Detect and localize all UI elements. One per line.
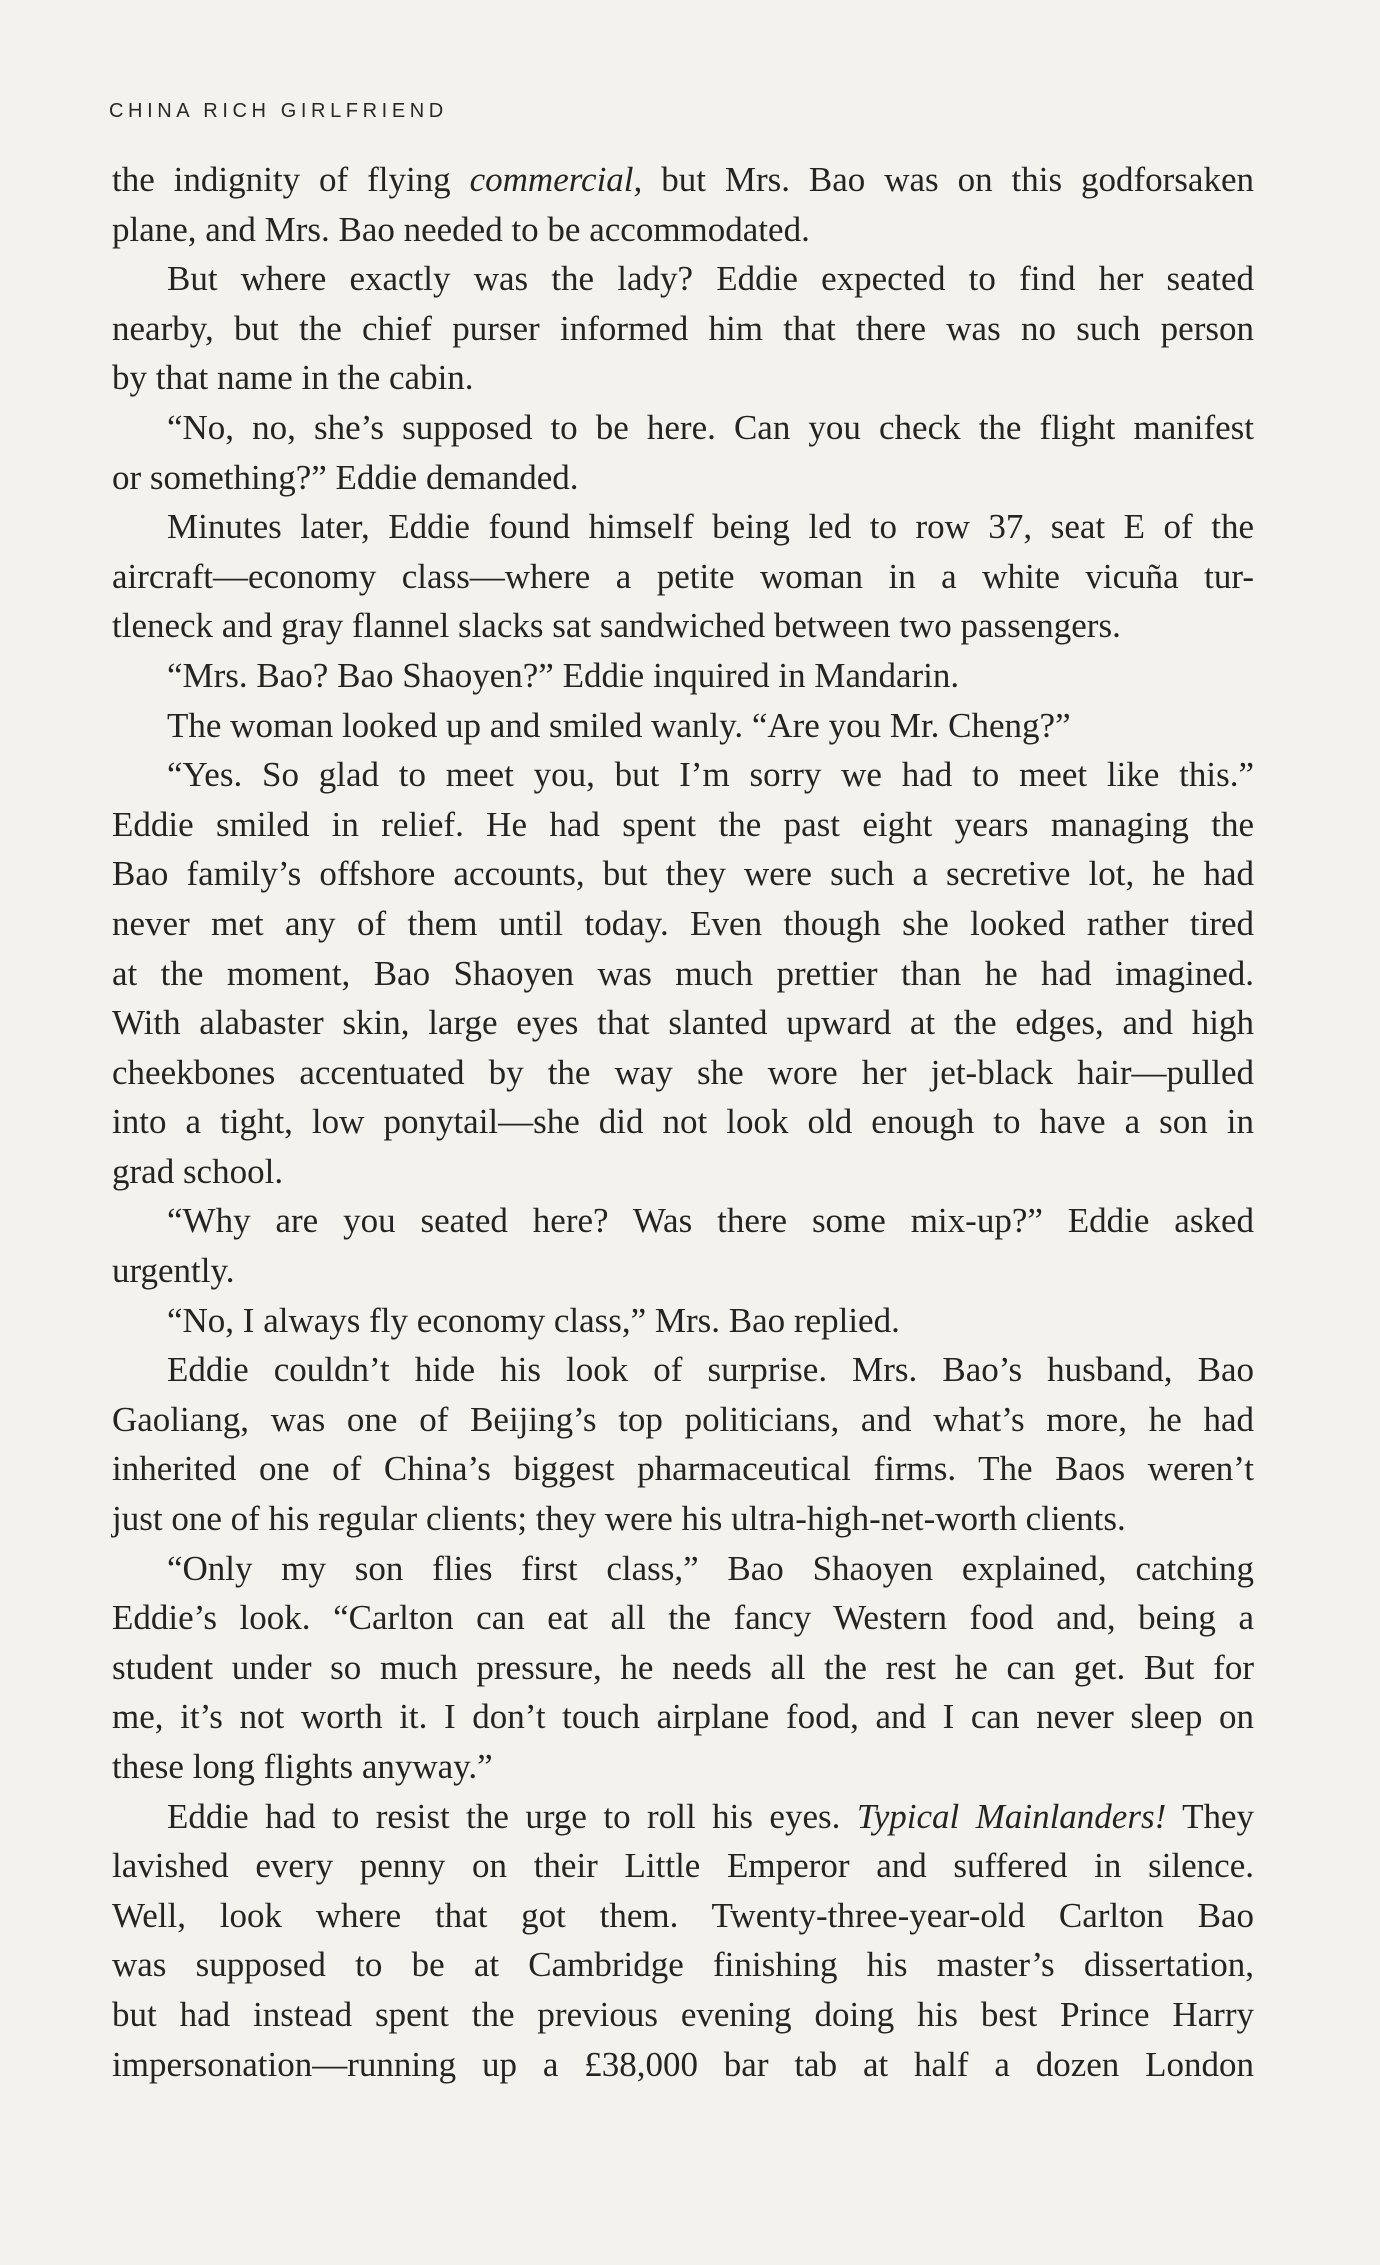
text-line [112, 899, 1254, 949]
text-run: Well, look where that got them. Twenty-three-year-old Carlton Bao [112, 1895, 1254, 1935]
text-line [112, 1048, 1254, 1098]
text-run: just one of his regular clients; they were his ultra-high-net-worth clients. [112, 1499, 1126, 1539]
text-run: tleneck and gray flannel slacks sat sandwiched between two passengers. [112, 606, 1121, 646]
text-line [112, 254, 1254, 304]
text-run: me, it’s not worth it. I don’t touch airplane food, and I can never sleep on [112, 1697, 1254, 1737]
text-line [112, 1196, 1254, 1246]
text-line [112, 1940, 1254, 1990]
italic-run: Typical Mainlanders! [856, 1796, 1167, 1836]
text-line [112, 1841, 1254, 1891]
text-line [112, 651, 1254, 701]
text-run: cheekbones accentuated by the way she wore her jet-black hair—pulled [112, 1052, 1254, 1092]
text-run: inherited one of China’s biggest pharmaceutical firms. The Baos weren’t [112, 1449, 1254, 1489]
text-run: Eddie smiled in relief. He had spent the past eight years managing the [112, 804, 1254, 844]
text-line [112, 949, 1254, 999]
text-line [112, 849, 1254, 899]
text-run: into a tight, low ponytail—she did not look old enough to have a son in [112, 1102, 1254, 1142]
text-run: at the moment, Bao Shaoyen was much prettier than he had imagined. [112, 953, 1254, 993]
text-line [112, 1246, 1254, 1296]
text-run: Bao family’s offshore accounts, but they were such a secretive lot, he had [112, 854, 1254, 894]
text-line [112, 1742, 1254, 1792]
text-line [112, 1494, 1254, 1544]
text-line [112, 453, 1254, 503]
text-run: “No, no, she’s supposed to be here. Can you check the flight manifest [167, 407, 1254, 447]
text-line [112, 2040, 1254, 2090]
text-run: Eddie had to resist the urge to roll his eyes. [167, 1796, 857, 1836]
text-line [112, 1345, 1254, 1395]
text-run: “No, I always fly economy class,” Mrs. Bao replied. [167, 1300, 900, 1340]
text-line [112, 1544, 1254, 1594]
text-line [112, 205, 1254, 255]
text-run: But where exactly was the lady? Eddie expected to find her seated [167, 259, 1254, 299]
text-line [112, 502, 1254, 552]
text-line [112, 1097, 1254, 1147]
text-run: student under so much pressure, he needs all the rest he can get. But for [112, 1647, 1254, 1687]
text-run: grad school. [112, 1151, 284, 1191]
text-run: aircraft—economy class—where a petite woman in a white vicuña tur- [112, 556, 1254, 596]
text-run: Eddie’s look. “Carlton can eat all the fancy Western food and, being a [112, 1598, 1254, 1638]
text-run: but had instead spent the previous evening doing his best Prince Harry [112, 1994, 1254, 2034]
text-run: “Yes. So glad to meet you, but I’m sorry we had to meet like this.” [167, 755, 1254, 795]
text-run: impersonation—running up a £38,000 bar tab at half a dozen London [112, 2044, 1254, 2084]
text-run: “Why are you seated here? Was there some mix-up?” Eddie asked [167, 1201, 1254, 1241]
text-run: Eddie couldn’t hide his look of surprise. Mrs. Bao’s husband, Bao [167, 1350, 1254, 1390]
text-line [112, 1444, 1254, 1494]
text-run: these long flights anyway.” [112, 1747, 493, 1786]
text-line [112, 1593, 1254, 1643]
text-line [112, 1891, 1254, 1941]
text-line [112, 155, 1254, 205]
text-run: never met any of them until today. Even though she looked rather tired [112, 903, 1254, 943]
text-run: urgently. [112, 1251, 235, 1291]
text-run: With alabaster skin, large eyes that slanted upward at the edges, and high [112, 1003, 1254, 1043]
text-line [112, 1692, 1254, 1742]
text-run: Gaoliang, was one of Beijing’s top politicians, and what’s more, he had [112, 1399, 1254, 1439]
text-line [112, 1643, 1254, 1693]
text-line [112, 998, 1254, 1048]
italic-run: commercial, [469, 160, 643, 199]
text-line [112, 1395, 1254, 1445]
text-run: “Only my son flies first class,” Bao Shaoyen explained, catching [167, 1548, 1254, 1588]
text-run: They [1166, 1796, 1254, 1836]
text-line [112, 1792, 1254, 1842]
text-line [112, 1990, 1254, 2040]
text-run: The woman looked up and smiled wanly. “Are you Mr. Cheng?” [167, 705, 1071, 745]
text-line [112, 304, 1254, 354]
text-line [112, 1296, 1254, 1346]
text-run: by that name in the cabin. [112, 358, 474, 398]
text-line [112, 403, 1254, 453]
text-run: lavished every penny on their Little Emperor and suffered in silence. [112, 1846, 1254, 1886]
text-run: or something?” Eddie demanded. [112, 457, 579, 497]
text-line [112, 750, 1254, 800]
body-text [112, 155, 1254, 2089]
text-line [112, 552, 1254, 602]
text-run: the indignity of flying [112, 160, 470, 199]
text-line [112, 800, 1254, 850]
text-run: plane, and Mrs. Bao needed to be accommodated. [112, 209, 810, 249]
text-line [112, 1147, 1254, 1197]
text-run: nearby, but the chief purser informed him that there was no such person [112, 308, 1254, 348]
text-run: “Mrs. Bao? Bao Shaoyen?” Eddie inquired in Mandarin. [167, 655, 960, 695]
text-line [112, 601, 1254, 651]
text-run: Minutes later, Eddie found himself being led to row 37, seat E of the [167, 507, 1254, 547]
text-run: was supposed to be at Cambridge finishing his master’s dissertation, [112, 1945, 1254, 1985]
text-line [112, 353, 1254, 403]
text-line [112, 701, 1254, 751]
text-run: but Mrs. Bao was on this godforsaken [642, 160, 1254, 199]
running-head: CHINA RICH GIRLFRIEND [109, 100, 448, 122]
